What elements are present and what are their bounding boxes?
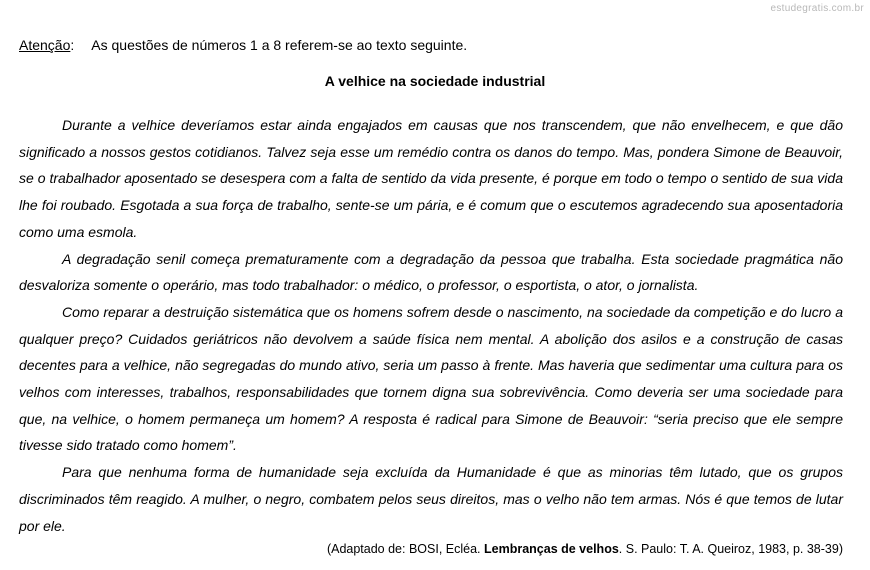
attention-note <box>19 36 467 54</box>
citation-suffix: . S. Paulo: T. A. Queiroz, 1983, p. 38-39) <box>618 542 843 556</box>
citation-book-title: Lembranças de velhos <box>484 542 619 556</box>
paragraph-4: Para que nenhuma forma de humanidade seja excluída da Humanidade é que as minorias têm lutado, que os grupos discriminados têm reagido. A mulher, o negro, combatem pelos seus direitos, mas o velho não tem armas. Nós é que temos de lutar por ele. <box>19 464 843 534</box>
text-title: A velhice na sociedade industrial <box>324 73 546 89</box>
source-citation <box>327 541 843 557</box>
article-body <box>19 112 843 539</box>
paragraph-3: Como reparar a destruição sistemática que os homens sofrem desde o nascimento, na sociedade da competição e do lucro a qualquer preço? Cuidados geriátricos não devolvem a saúde física nem mental. A abolição dos asilos e a construção de casas decentes para a velhice, não segregadas do mundo ativo, seria um passo à frente. Mas haveria que sedimentar uma cultura para os velhos com interesses, trabalhos, responsabilidades que tornem digna sua sobrevivência. Como deveria ser uma sociedade para que, na velhice, o homem permaneça um homem? A resposta é radical para Simone de Beauvoir: “seria preciso que ele sempre tivesse sido tratado como homem”. <box>19 303 843 454</box>
paragraph-2: A degradação senil começa prematuramente com a degradação da pessoa que trabalha. Esta sociedade pragmática não desvaloriza somente o operário, mas todo trabalhador: o médico, o professor, o esportista, o ator, o jornalista. <box>19 250 843 294</box>
site-watermark: estudegratis.com.br <box>770 3 864 14</box>
paragraph-1: Durante a velhice deveríamos estar ainda engajados em causas que nos transcendem, que não envelhecem, e que dão significado a nossos gestos cotidianos. Talvez seja esse um remédio contra os danos do tempo. Mas, pondera Simone de Beauvoir, se o trabalhador aposentado se desespera com a falta de sentido da vida presente, é porque em todo o tempo o sentido de sua vida lhe foi roubado. Esgotada a sua força de trabalho, sente-se um pária, e é comum que o escutemos agradecendo sua aposentadoria como uma esmola. <box>19 117 843 240</box>
attention-label: Atenção <box>19 37 71 53</box>
attention-colon: : <box>70 37 75 53</box>
citation-prefix: (Adaptado de: BOSI, Ecléa. <box>326 542 484 556</box>
attention-text: As questões de números 1 a 8 referem-se ao texto seguinte. <box>91 37 468 53</box>
